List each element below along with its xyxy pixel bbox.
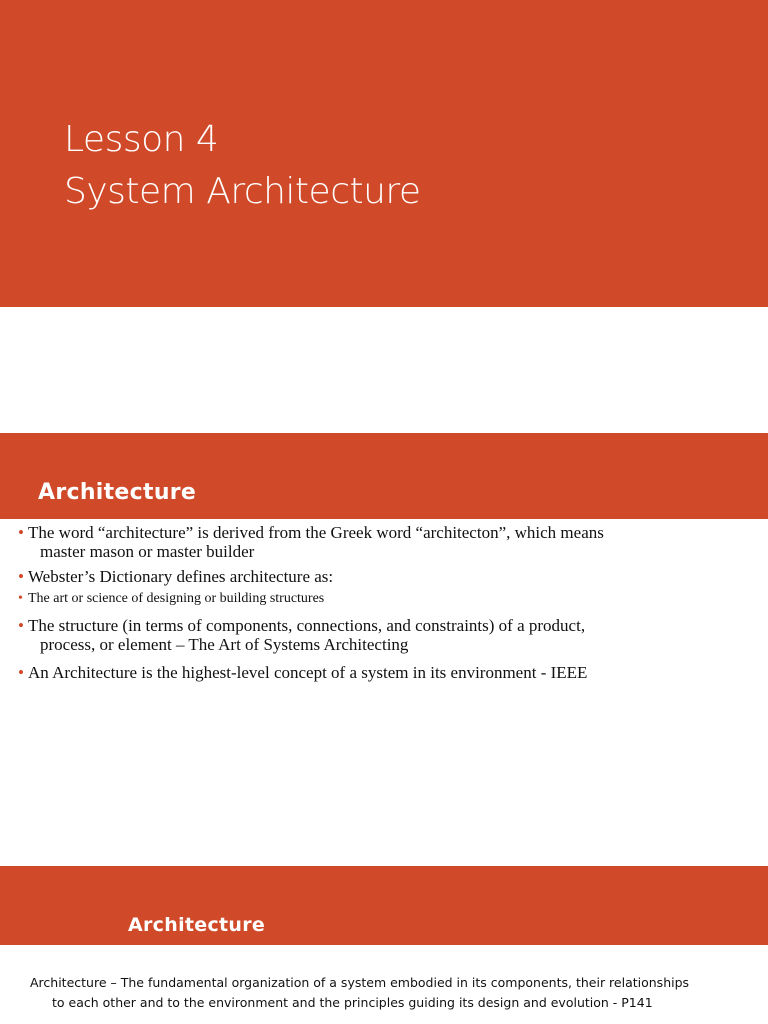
title-slide <box>0 0 768 307</box>
slide-header-band <box>0 433 768 519</box>
bullet-text-line: The word “architecture” is derived from the Greek word “architecton”, which means <box>28 523 604 542</box>
bullet-text-continuation: process, or element – The Art of Systems Architecting <box>40 635 409 654</box>
definition-paragraph <box>30 973 750 1013</box>
bullet-glyph: • <box>18 591 23 606</box>
bullet-item-ieee <box>18 663 758 682</box>
lesson-number-title: Lesson 4 <box>64 119 219 160</box>
lesson-topic-title: System Architecture <box>64 171 421 212</box>
bullet-glyph: • <box>18 567 24 586</box>
slide-heading: Architecture <box>38 480 197 505</box>
architecture-fundamental-slide <box>0 866 768 1024</box>
bullet-text-line: An Architecture is the highest-level concept of a system in its environment - IEEE <box>28 663 588 682</box>
bullet-text-line: The structure (in terms of components, connections, and constraints) of a product, <box>28 616 586 635</box>
slide-heading: Architecture <box>128 914 266 936</box>
bullet-text-continuation: master mason or master builder <box>40 542 255 561</box>
architecture-definitions-slide <box>0 433 768 866</box>
bullet-item-websters <box>18 567 758 586</box>
paragraph-line-continuation: to each other and to the environment and the principles guiding its design and evolution - P141 <box>52 995 653 1010</box>
slide-header-band <box>0 866 768 945</box>
bullet-glyph: • <box>18 616 24 635</box>
bullet-list <box>18 523 758 682</box>
bullet-glyph: • <box>18 663 24 682</box>
bullet-glyph: • <box>18 523 24 542</box>
paragraph-line: Architecture – The fundamental organization of a system embodied in its components, their relationships <box>30 975 690 990</box>
bullet-item-structure <box>18 616 758 654</box>
title-slide-lower-area <box>0 307 768 433</box>
bullet-item-art-or-science <box>18 590 758 607</box>
bullet-text-line: Webster’s Dictionary defines architecture as: <box>28 567 334 586</box>
bullet-text-line: The art or science of designing or building structures <box>28 591 325 606</box>
bullet-item-word-origin <box>18 523 758 561</box>
